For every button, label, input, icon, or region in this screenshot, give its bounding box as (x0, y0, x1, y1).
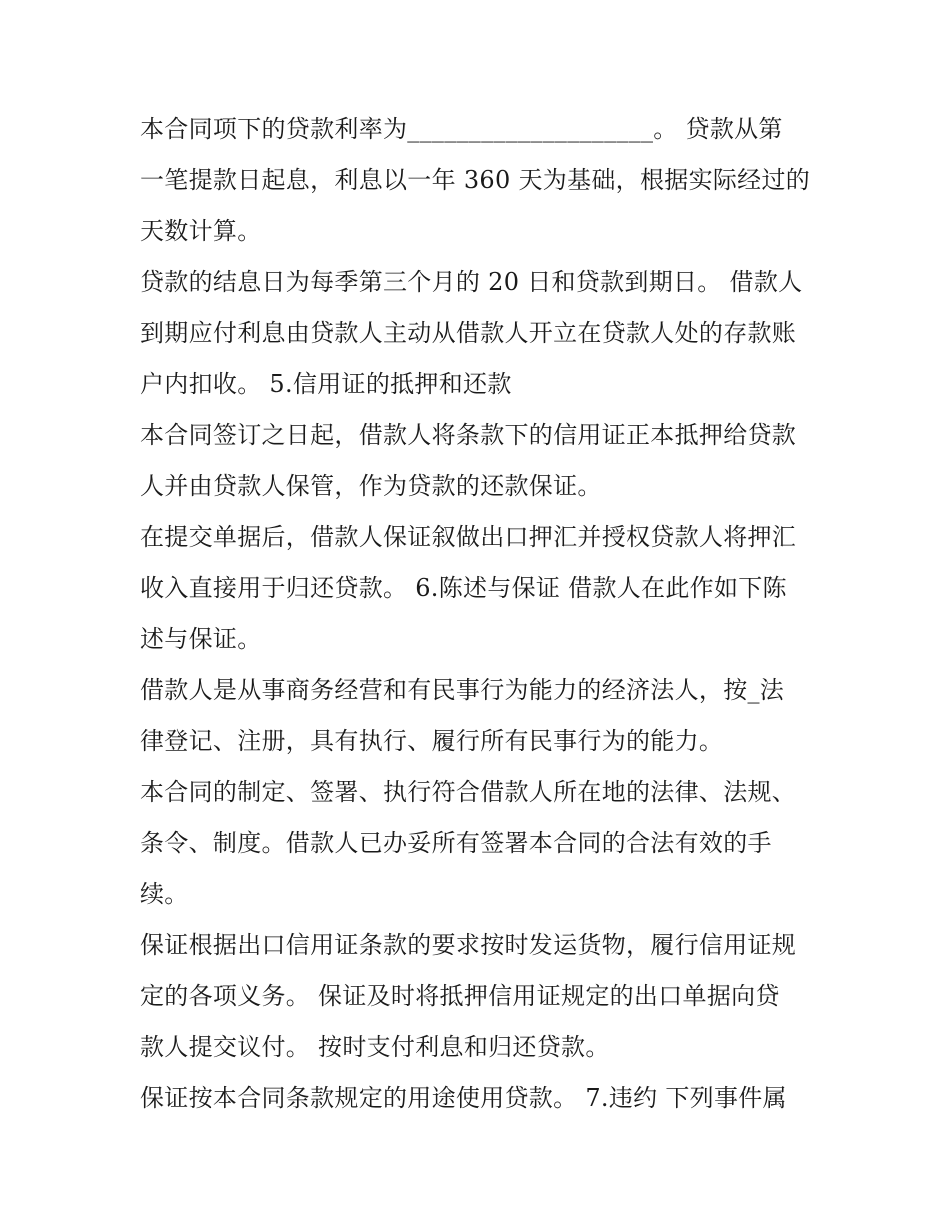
text-line: 条令、制度。借款人已办妥所有签署本合同的合法有效的手 (140, 829, 772, 857)
text-line: 贷款的结息日为每季第三个月的 20 日和贷款到期日。 借款人 (140, 268, 803, 296)
text-line: 到期应付利息由贷款人主动从借款人开立在贷款人处的存款账 (140, 319, 797, 347)
text-line: 一笔提款日起息，利息以一年 360 天为基础，根据实际经过的 (140, 166, 811, 194)
text-line: 本合同签订之日起，借款人将条款下的信用证正本抵押给贷款 (140, 421, 797, 449)
document-body (140, 104, 820, 1124)
text-line: 定的各项义务。 保证及时将抵押信用证规定的出口单据向贷 (140, 982, 780, 1010)
text-line: 借款人是从事商务经营和有民事行为能力的经济法人，按_法 (140, 676, 785, 704)
text-line: 保证按本合同条款规定的用途使用贷款。 7.违约 下列事件属 (140, 1084, 787, 1112)
text-line: 本合同的制定、签署、执行符合借款人所在地的法律、法规、 (140, 778, 797, 806)
text-line: 本合同项下的贷款利率为____________________。 贷款从第 (140, 115, 783, 143)
text-line: 述与保证。 (140, 625, 262, 653)
text-line: 律登记、注册，具有执行、履行所有民事行为的能力。 (140, 727, 724, 755)
text-line: 天数计算。 (140, 217, 262, 245)
text-line: 人并由贷款人保管，作为贷款的还款保证。 (140, 472, 602, 500)
text-line: 收入直接用于归还贷款。 6.陈述与保证 借款人在此作如下陈 (140, 574, 787, 602)
text-line: 保证根据出口信用证条款的要求按时发运货物，履行信用证规 (140, 931, 797, 959)
text-line: 款人提交议付。 按时支付利息和归还贷款。 (140, 1033, 610, 1061)
text-line: 在提交单据后，借款人保证叙做出口押汇并授权贷款人将押汇 (140, 523, 797, 551)
text-line: 户内扣收。 5.信用证的抵押和还款 (140, 370, 512, 398)
text-line: 续。 (140, 880, 189, 908)
